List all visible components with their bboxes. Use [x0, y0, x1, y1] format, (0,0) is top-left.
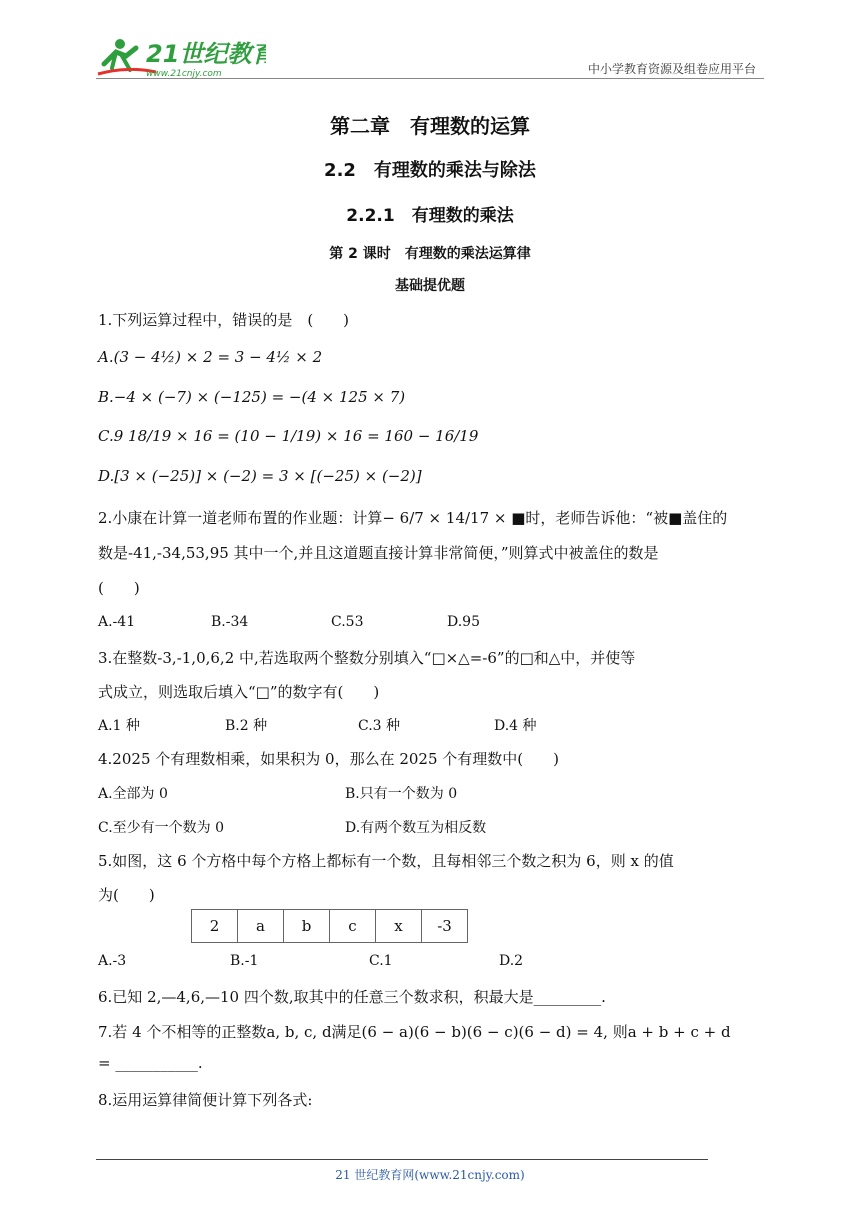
q6-line-1: 6.已知 2,—4,6,—10 四个数,取其中的任意三个数求积，积最大是_________.	[98, 988, 606, 1006]
logo-url: www.21cnjy.com	[146, 69, 222, 79]
q2-option-a: A.-41	[98, 614, 136, 630]
q3-line-1: 3.在整数-3,-1,0,6,2 中,若选取两个整数分别填入“□×△=-6”的□和△中，并使等	[98, 649, 636, 667]
q4-option-d: D.有两个数互为相反数	[345, 820, 487, 836]
q4-options-row2	[98, 817, 698, 837]
q2-option-b: B.-34	[211, 614, 249, 630]
footer-divider	[96, 1159, 708, 1160]
q2-line-2: 数是-41,-34,53,95 其中一个,并且这道题直接计算非常简便，”则算式中被盖住的数是	[98, 544, 659, 562]
q3-options	[98, 715, 698, 735]
subsection-title: 2.2.1 有理数的乘法	[346, 206, 514, 226]
grid-cell: 2	[192, 910, 238, 943]
q7-line-1: 7.若 4 个不相等的正整数a, b, c, d满足(6 − a)(6 − b)(6 − c)(6 − d) = 4, 则a + b + c + d	[98, 1023, 731, 1041]
q4-option-a: A.全部为 0	[98, 786, 168, 802]
grid-cell: x	[376, 910, 422, 943]
chapter-title: 第二章 有理数的运算	[330, 114, 530, 138]
q7-line-2: = ___________.	[98, 1054, 203, 1072]
q1-option-b: B.−4 × (−7) × (−125) = −(4 × 125 × 7)	[98, 388, 406, 406]
grid-cell: a	[238, 910, 284, 943]
q5-options	[98, 953, 698, 973]
section-title: 2.2 有理数的乘法与除法	[324, 160, 536, 181]
header-divider	[96, 78, 764, 79]
grid-cell: c	[330, 910, 376, 943]
q8-line-1: 8.运用运算律简便计算下列各式:	[98, 1091, 313, 1109]
header-platform-text: 中小学教育资源及组卷应用平台	[587, 62, 756, 76]
q4-option-c: C.至少有一个数为 0	[98, 820, 225, 836]
q4-option-b: B.只有一个数为 0	[345, 786, 458, 802]
q2-line-3: ( )	[98, 579, 140, 597]
q3-option-b: B.2 种	[225, 718, 268, 734]
q4-line-1: 4.2025 个有理数相乘，如果积为 0，那么在 2025 个有理数中( )	[98, 750, 559, 768]
q5-option-a: A.-3	[98, 953, 127, 969]
q1-option-a: A.(3 − 4½) × 2 = 3 − 4½ × 2	[98, 348, 323, 366]
q4-options-row1	[98, 783, 698, 803]
q2-line-1: 2.小康在计算一道老师布置的作业题：计算− 6/7 × 14/17 × ■时，老师告诉他：“被■盖住的	[98, 509, 728, 527]
q1-option-c: C.9 18/19 × 16 = (10 − 1/19) × 16 = 160 − 16/19	[98, 427, 479, 445]
q3-option-a: A.1 种	[98, 718, 140, 734]
q5-option-d: D.2	[499, 953, 524, 969]
q2-options	[98, 614, 698, 634]
q5-number-grid	[191, 909, 468, 943]
footer-link[interactable]: 21 世纪教育网(www.21cnjy.com)	[335, 1168, 525, 1182]
lesson-title: 第 2 课时 有理数的乘法运算律	[329, 246, 531, 262]
q5-option-c: C.1	[369, 953, 393, 969]
logo-text: 21世纪教育	[146, 40, 266, 68]
q2-option-d: D.95	[447, 614, 480, 630]
q5-line-1: 5.如图，这 6 个方格中每个方格上都标有一个数，且每相邻三个数之积为 6，则 x 的值	[98, 852, 674, 870]
level-title: 基础提优题	[395, 278, 465, 294]
q3-line-2: 式成立，则选取后填入“□”的数字有( )	[98, 683, 380, 701]
q3-option-d: D.4 种	[494, 718, 537, 734]
grid-cell: -3	[422, 910, 468, 943]
q5-line-2: 为( )	[98, 886, 155, 904]
q2-option-c: C.53	[331, 614, 364, 630]
q1-stem: 1.下列运算过程中，错误的是 ( )	[98, 311, 350, 329]
q5-option-b: B.-1	[230, 953, 259, 969]
q1-option-d: D.[3 × (−25)] × (−2) = 3 × [(−25) × (−2)]	[98, 467, 422, 485]
grid-cell: b	[284, 910, 330, 943]
site-logo	[96, 34, 266, 80]
q3-option-c: C.3 种	[358, 718, 401, 734]
